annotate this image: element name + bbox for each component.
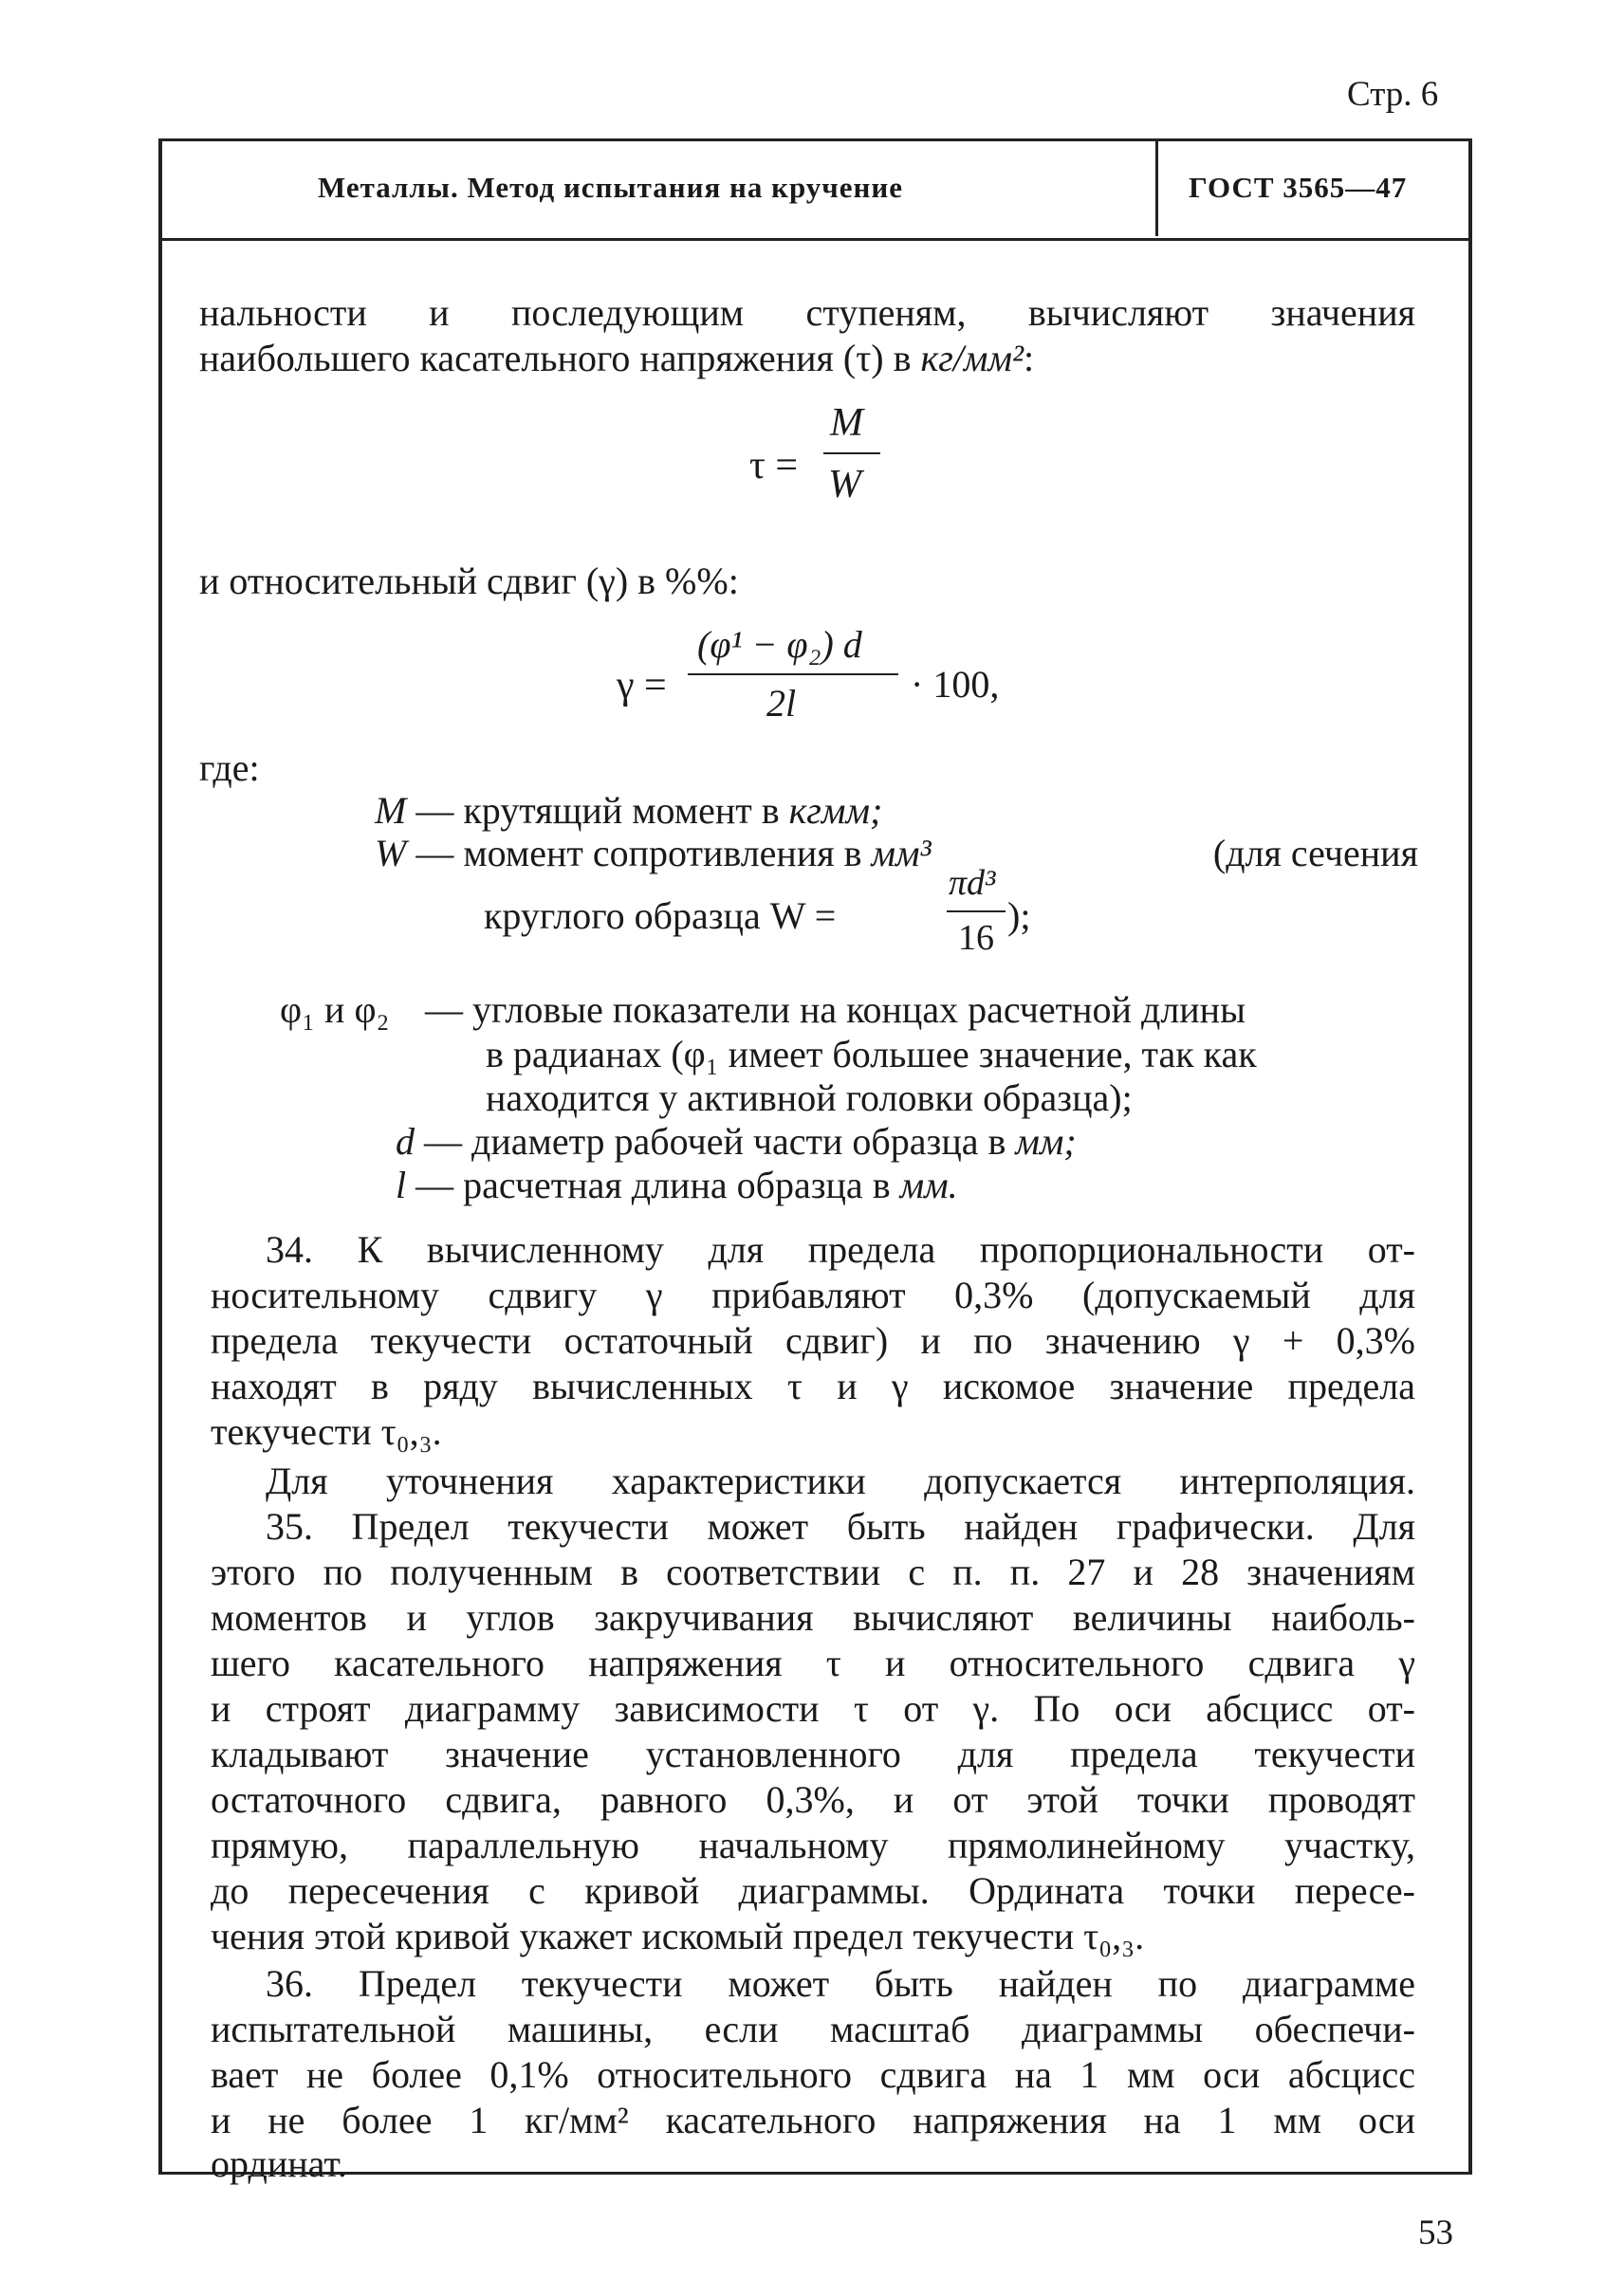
intro-line-2: наибольшего касательного напряжения (τ) в кг/мм²:: [199, 337, 1035, 379]
para-35-line-7: остаточного сдвига, равного 0,3%, и от этой точки проводят: [211, 1778, 1415, 1821]
phi-symbols: φ₁ и φ₂: [280, 988, 390, 1031]
page-number: 53: [1418, 2213, 1453, 2252]
para-35-line-2: этого по полученным в соответствии с п. п. 27 и 28 значениям: [211, 1551, 1415, 1593]
definition-m: M — крутящий момент в кгмм;: [375, 789, 883, 832]
para-36-line-5: ординат.: [211, 2142, 347, 2185]
para-35-line-3: моментов и углов закручивания вычисляют величины наиболь-: [211, 1596, 1415, 1639]
header-divider: [1155, 141, 1158, 236]
shear-intro: и относительный сдвиг (γ) в %%:: [199, 560, 739, 602]
page-label-top: Стр. 6: [1347, 75, 1439, 114]
para-35-line-6: кладывают значение установленного для предела текучести: [211, 1733, 1415, 1775]
para-34-line-3: предела текучести остаточный сдвиг) и по значению γ + 0,3%: [211, 1319, 1415, 1362]
w-frac-numerator: πd³: [949, 863, 996, 903]
definition-phi-line-3: находится у активной головки образца);: [486, 1076, 1133, 1119]
definition-phi-line-2: в радианах (φ₁ имеет большее значение, так как: [486, 1033, 1257, 1075]
formula-tau-numerator: M: [830, 401, 863, 445]
para-36-line-3: вает не более 0,1% относительного сдвига на 1 мм оси абсцисс: [211, 2053, 1415, 2096]
formula-tau-lhs: τ =: [749, 444, 799, 487]
formula-gamma-lhs: γ =: [617, 664, 667, 707]
formula-gamma-numerator: (φ¹ − φ₂) d: [697, 623, 862, 666]
para-35-line-8: прямую, параллельную начальному прямолинейному участку,: [211, 1824, 1415, 1866]
definition-phi-line-1: — угловые показатели на концах расчетной длины: [425, 988, 1246, 1031]
para-34-line-2: носительному сдвигу γ прибавляют 0,3% (допускаемый для: [211, 1274, 1415, 1316]
para-36-line-1: 36. Предел текучести может быть найден по диаграмме: [266, 1962, 1415, 2005]
w-formula-fraction: [947, 863, 1031, 969]
w-frac-denominator: 16: [958, 918, 994, 958]
fraction-bar: [688, 673, 898, 675]
fraction-bar: [823, 452, 880, 454]
para-36-line-2: испытательной машины, если масштаб диаграммы обеспечи-: [211, 2008, 1415, 2050]
formula-gamma-denominator: 2l: [766, 682, 797, 725]
w-line-2-end: );: [1007, 894, 1031, 937]
standard-code: ГОСТ 3565—47: [1189, 171, 1408, 204]
para-34-line-1: 34. К вычисленному для предела пропорциональности от-: [266, 1228, 1415, 1271]
para-34-line-5: текучести τ₀,₃.: [211, 1410, 442, 1453]
intro-line-1: нальности и последующим ступеням, вычисляют значения: [199, 291, 1415, 334]
formula-gamma-multiplier: · 100,: [911, 663, 1000, 706]
para-35-line-9: до пересечения с кривой диаграммы. Ордината точки пересе-: [211, 1869, 1415, 1912]
definition-w: W — момент сопротивления в мм³ (для сечения: [375, 832, 1418, 874]
formula-tau: [749, 403, 939, 517]
para-34-line-6: Для уточнения характеристики допускается интерполяция.: [266, 1460, 1415, 1502]
para-35-line-5: и строят диаграмму зависимости τ от γ. По оси абсцисс от-: [211, 1687, 1415, 1730]
definition-w-line-2: круглого образца W =: [484, 894, 837, 937]
para-34-line-4: находят в ряду вычисленных τ и γ искомое значение предела: [211, 1365, 1415, 1407]
para-35-line-4: шего касательного напряжения τ и относительного сдвига γ: [211, 1642, 1415, 1684]
formula-tau-denominator: W: [828, 463, 861, 506]
para-35-line-1: 35. Предел текучести может быть найден графически. Для: [266, 1505, 1415, 1548]
fraction-bar: [947, 910, 1006, 912]
definition-d: d — диаметр рабочей части образца в мм;: [396, 1120, 1077, 1163]
where-label: где:: [199, 746, 260, 789]
definition-l: l — расчетная длина образца в мм.: [396, 1164, 958, 1206]
formula-gamma: [617, 623, 1043, 740]
header-title: Металлы. Метод испытания на кручение: [318, 171, 904, 204]
para-35-line-10: чения этой кривой укажет искомый предел текучести τ₀,₃.: [211, 1915, 1145, 1957]
para-36-line-4: и не более 1 кг/мм² касательного напряжения на 1 мм оси: [211, 2099, 1415, 2141]
